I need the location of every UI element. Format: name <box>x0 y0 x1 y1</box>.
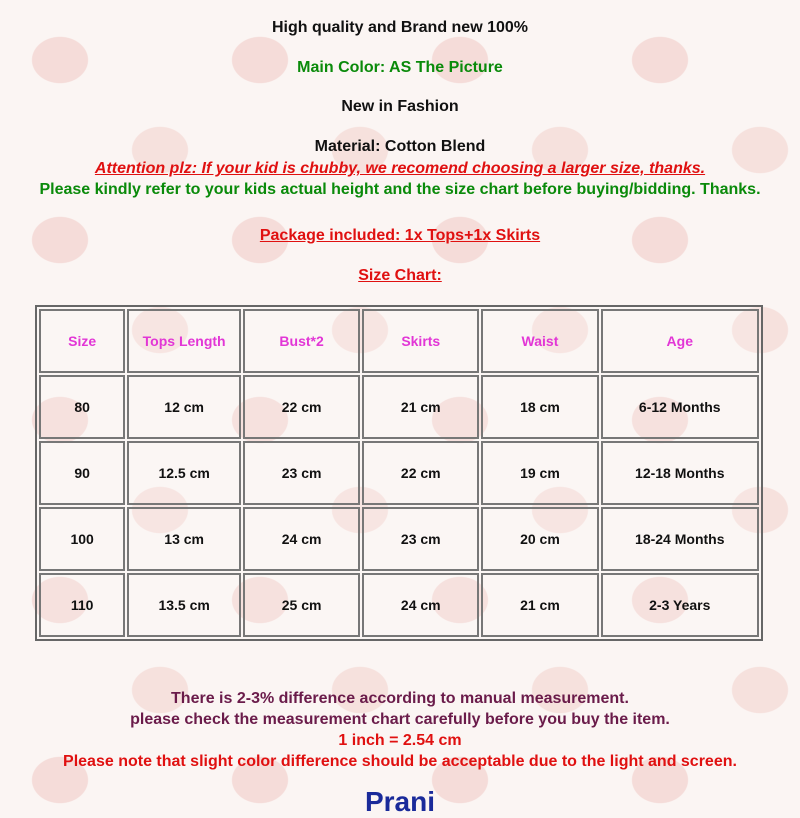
table-cell: 90 <box>39 441 125 505</box>
fashion-text: New in Fashion <box>341 98 459 115</box>
table-cell: 23 cm <box>362 507 479 571</box>
table-cell: 24 cm <box>243 507 360 571</box>
size-chart-table <box>35 305 763 641</box>
table-cell: 23 cm <box>243 441 360 505</box>
table-cell: 6-12 Months <box>601 375 759 439</box>
main-color-text: Main Color: AS The Picture <box>297 59 503 76</box>
table-cell: 13 cm <box>127 507 241 571</box>
table-row <box>39 375 759 439</box>
table-cell: 20 cm <box>481 507 598 571</box>
table-cell: 19 cm <box>481 441 598 505</box>
check-chart-note: please check the measurement chart carefully before you buy the item. <box>130 711 670 728</box>
material-text: Material: Cotton Blend <box>314 138 486 155</box>
table-cell: 80 <box>39 375 125 439</box>
attention-text: Attention plz: If your kid is chubby, we recomend choosing a larger size, thanks. <box>94 160 706 177</box>
header-cell: Tops Length <box>127 309 241 373</box>
size-chart-label: Size Chart: <box>358 267 442 284</box>
header-cell: Waist <box>481 309 598 373</box>
table-row <box>39 441 759 505</box>
cut-off-heading: Prani <box>364 786 436 817</box>
header-cell: Age <box>601 309 759 373</box>
table-cell: 110 <box>39 573 125 637</box>
table-cell: 24 cm <box>362 573 479 637</box>
color-difference-note: Please note that slight color difference should be acceptable due to the light and screen. <box>63 753 737 770</box>
header-cell: Size <box>39 309 125 373</box>
header-cell: Bust*2 <box>243 309 360 373</box>
package-text: Package included: 1x Tops+1x Skirts <box>259 227 541 244</box>
table-header-row <box>39 309 759 373</box>
table-cell: 18 cm <box>481 375 598 439</box>
table-cell: 18-24 Months <box>601 507 759 571</box>
table-cell: 100 <box>39 507 125 571</box>
difference-note: There is 2-3% difference according to manual measurement. <box>171 690 629 707</box>
table-cell: 2-3 Years <box>601 573 759 637</box>
table-cell: 13.5 cm <box>127 573 241 637</box>
table-cell: 22 cm <box>362 441 479 505</box>
header-cell: Skirts <box>362 309 479 373</box>
table-cell: 12-18 Months <box>601 441 759 505</box>
refer-text: Please kindly refer to your kids actual height and the size chart before buying/bidding. Thanks. <box>39 181 761 198</box>
table-cell: 22 cm <box>243 375 360 439</box>
table-row <box>39 573 759 637</box>
table-row <box>39 507 759 571</box>
quality-text: High quality and Brand new 100% <box>271 19 529 36</box>
inch-conversion: 1 inch = 2.54 cm <box>338 732 462 749</box>
table-cell: 21 cm <box>481 573 598 637</box>
table-cell: 21 cm <box>362 375 479 439</box>
table-cell: 12 cm <box>127 375 241 439</box>
table-cell: 25 cm <box>243 573 360 637</box>
table-cell: 12.5 cm <box>127 441 241 505</box>
